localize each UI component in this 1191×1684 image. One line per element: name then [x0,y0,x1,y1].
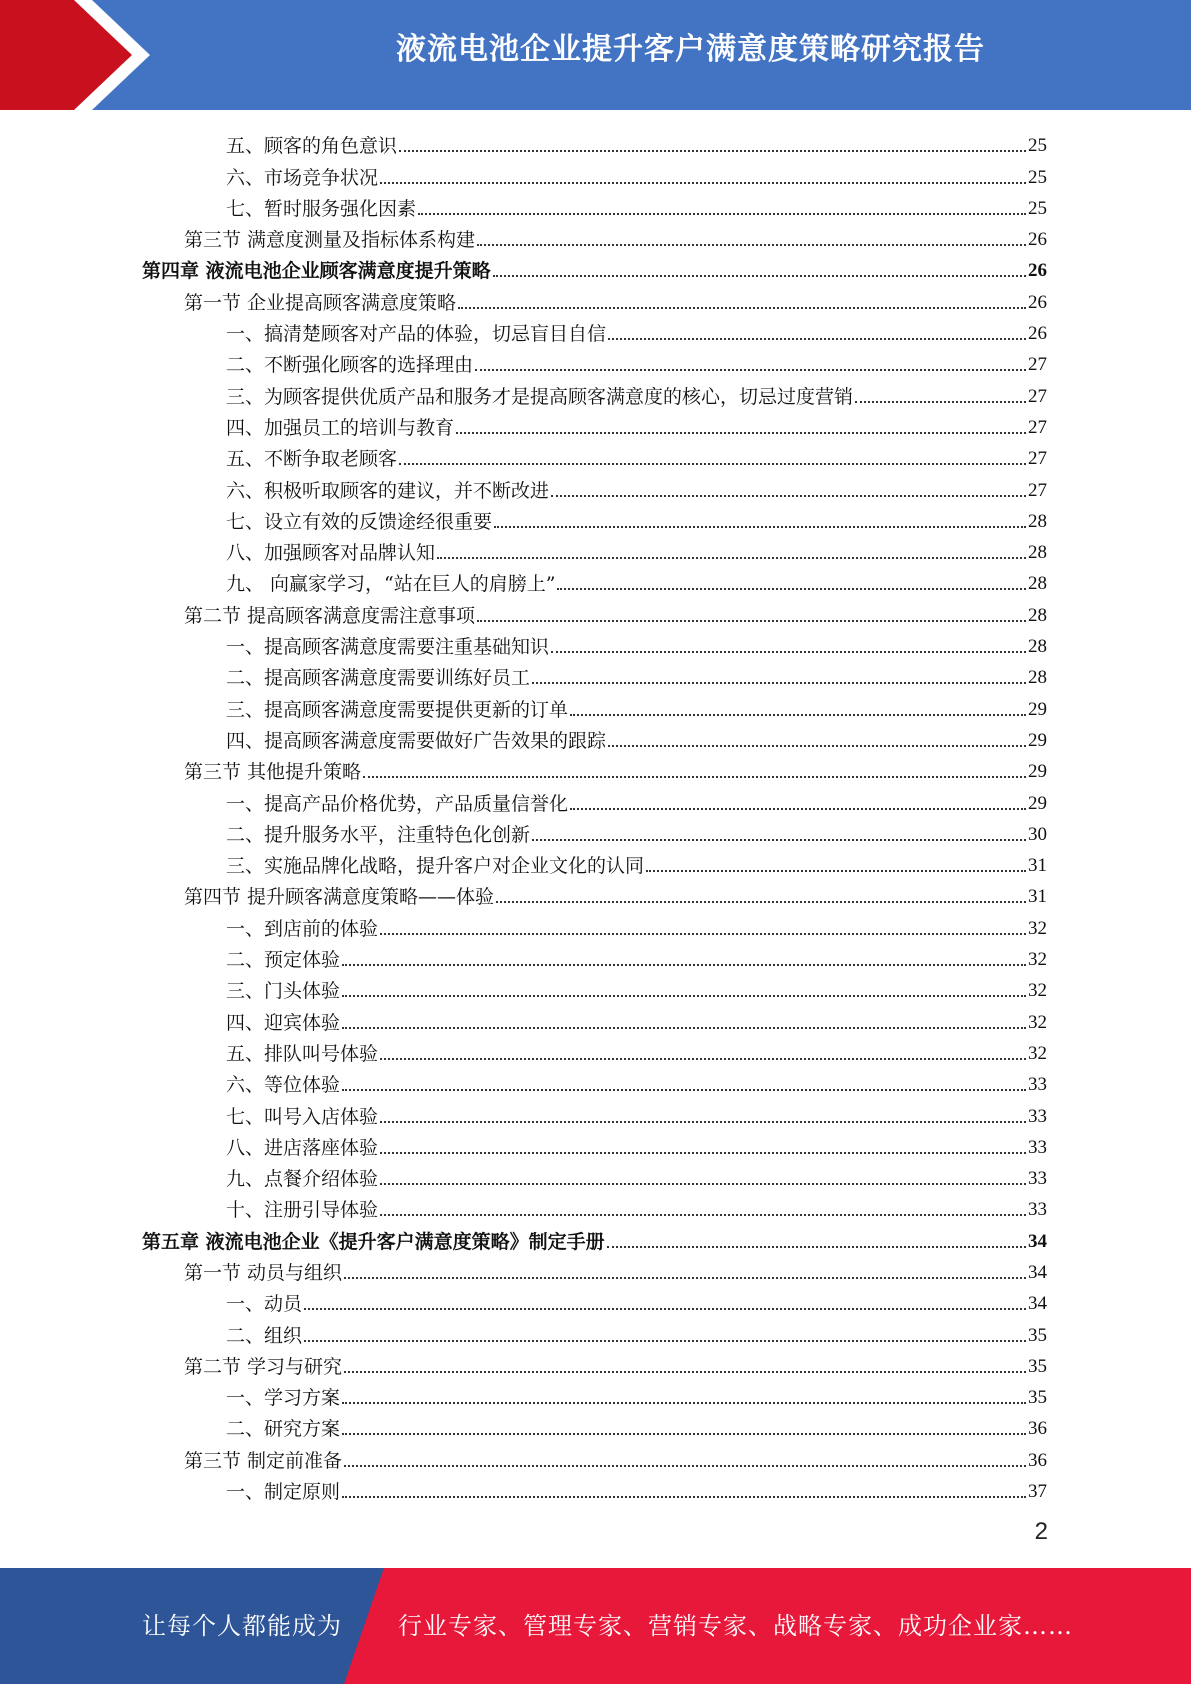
toc-entry-title: 第一节 企业提高顾客满意度策略 [184,291,457,314]
toc-entry-title: 七、暂时服务强化因素 [226,197,417,220]
toc-entry-page: 26 [1028,291,1047,313]
toc-entry-page: 32 [1028,1042,1047,1064]
toc-dot-leader [342,964,1026,966]
toc-dot-leader [399,150,1026,152]
toc-entry-page: 32 [1028,980,1047,1002]
toc-entry-page: 33 [1028,1168,1047,1190]
toc-entry-title: 第二节 学习与研究 [184,1355,343,1378]
toc-entry-title: 六、积极听取顾客的建议，并不断改进 [226,479,550,502]
toc-dot-leader [608,338,1026,340]
toc-dot-leader [363,776,1026,778]
toc-subsection-entry[interactable] [142,1065,1047,1096]
toc-entry-page: 34 [1028,1261,1047,1283]
toc-subsection-entry[interactable] [142,689,1047,720]
toc-dot-leader [437,557,1026,559]
toc-entry-title: 第二节 提高顾客满意度需注意事项 [184,604,476,627]
toc-entry-title: 二、组织 [226,1324,303,1347]
toc-entry-title: 二、不断强化顾客的选择理由 [226,354,474,377]
toc-entry-page: 28 [1028,604,1047,626]
toc-dot-leader [304,1340,1026,1342]
toc-dot-leader [551,651,1026,653]
toc-entry-title: 四、迎宾体验 [226,1011,341,1034]
toc-subsection-entry[interactable] [142,1159,1047,1190]
toc-section-entry[interactable] [142,595,1047,626]
toc-entry-title: 五、顾客的角色意识 [226,135,398,158]
toc-entry-title: 六、等位体验 [226,1074,341,1097]
toc-dot-leader [494,526,1026,528]
toc-entry-title: 一、搞清楚顾客对产品的体验，切忌盲目自信 [226,323,607,346]
toc-entry-page: 28 [1028,573,1047,595]
toc-dot-leader [493,275,1026,277]
toc-subsection-entry[interactable] [142,627,1047,658]
toc-dot-leader [855,401,1026,403]
toc-entry-page: 25 [1028,166,1047,188]
toc-entry-title: 第一节 动员与组织 [184,1261,343,1284]
toc-entry-title: 四、提高顾客满意度需要做好广告效果的跟踪 [226,729,607,752]
toc-dot-leader [570,714,1026,716]
toc-dot-leader [380,1183,1026,1185]
toc-entry-title: 二、预定体验 [226,949,341,972]
toc-entry-page: 27 [1028,354,1047,376]
toc-subsection-entry[interactable] [142,1315,1047,1346]
toc-entry-title: 三、提高顾客满意度需要提供更新的订单 [226,698,569,721]
toc-entry-page: 26 [1028,229,1047,251]
toc-dot-leader [399,463,1026,465]
toc-entry-page: 36 [1028,1418,1047,1440]
toc-entry-page: 25 [1028,197,1047,219]
toc-entry-title: 八、进店落座体验 [226,1136,379,1159]
toc-entry-title: 六、市场竞争状况 [226,166,379,189]
toc-dot-leader [418,213,1026,215]
toc-entry-page: 28 [1028,636,1047,658]
toc-entry-page: 32 [1028,1011,1047,1033]
toc-entry-title: 第五章 液流电池企业《提升客户满意度策略》制定手册 [142,1230,605,1253]
toc-entry-page: 30 [1028,823,1047,845]
footer-slogan-right: 行业专家、管理专家、营销专家、战略专家、成功企业家…… [398,1612,1073,1640]
toc-subsection-entry[interactable] [142,502,1047,533]
toc-section-entry[interactable] [142,220,1047,251]
toc-entry-page: 26 [1028,323,1047,345]
toc-subsection-entry[interactable] [142,564,1047,595]
toc-entry-page: 27 [1028,385,1047,407]
toc-dot-leader [570,808,1026,810]
toc-dot-leader [344,1371,1026,1373]
toc-entry-page: 27 [1028,448,1047,470]
toc-entry-page: 34 [1028,1293,1047,1315]
toc-entry-title: 二、提高顾客满意度需要训练好员工 [226,667,531,690]
toc-entry-title: 第四节 提升顾客满意度策略——体验 [184,886,495,909]
toc-entry-title: 八、加强顾客对品牌认知 [226,542,436,565]
toc-section-entry[interactable] [142,1253,1047,1284]
toc-dot-leader [344,1465,1026,1467]
toc-dot-leader [380,933,1026,935]
toc-subsection-entry[interactable] [142,1409,1047,1440]
toc-entry-page: 27 [1028,416,1047,438]
toc-subsection-entry[interactable] [142,1002,1047,1033]
toc-entry-title: 三、实施品牌化战略，提升客户对企业文化的认同 [226,855,645,878]
toc-subsection-entry[interactable] [142,1472,1047,1503]
toc-section-entry[interactable] [142,752,1047,783]
toc-entry-page: 34 [1028,1230,1047,1252]
toc-dot-leader [380,182,1026,184]
toc-dot-leader [458,307,1026,309]
toc-dot-leader [551,495,1026,497]
toc-subsection-entry[interactable] [142,1378,1047,1409]
toc-entry-title: 五、排队叫号体验 [226,1042,379,1065]
toc-entry-page: 32 [1028,949,1047,971]
toc-entry-title: 第三节 满意度测量及指标体系构建 [184,229,476,252]
toc-entry-page: 36 [1028,1449,1047,1471]
toc-dot-leader [557,588,1026,590]
toc-dot-leader [380,1058,1026,1060]
toc-entry-page: 31 [1028,855,1047,877]
toc-chapter-entry[interactable] [142,1221,1047,1252]
toc-subsection-entry[interactable] [142,846,1047,877]
toc-entry-title: 三、为顾客提供优质产品和服务才是提高顾客满意度的核心，切忌过度营销 [226,385,854,408]
toc-section-entry[interactable] [142,877,1047,908]
toc-entry-page: 35 [1028,1355,1047,1377]
toc-entry-page: 33 [1028,1199,1047,1221]
toc-dot-leader [477,244,1026,246]
toc-entry-page: 29 [1028,761,1047,783]
toc-section-entry[interactable] [142,1347,1047,1378]
toc-subsection-entry[interactable] [142,815,1047,846]
toc-entry-page: 37 [1028,1481,1047,1503]
toc-dot-leader [342,1089,1026,1091]
toc-dot-leader [342,1433,1026,1435]
toc-entry-page: 28 [1028,542,1047,564]
toc-entry-title: 第三节 其他提升策略 [184,761,362,784]
toc-dot-leader [532,682,1026,684]
toc-dot-leader [342,1402,1026,1404]
toc-entry-page: 28 [1028,510,1047,532]
toc-subsection-entry[interactable] [142,1034,1047,1065]
toc-entry-title: 二、提升服务水平，注重特色化创新 [226,823,531,846]
toc-subsection-entry[interactable] [142,783,1047,814]
toc-entry-page: 35 [1028,1324,1047,1346]
toc-entry-title: 第四章 液流电池企业顾客满意度提升策略 [142,260,491,283]
toc-entry-title: 七、叫号入店体验 [226,1105,379,1128]
toc-dot-leader [380,1121,1026,1123]
toc-entry-title: 四、加强员工的培训与教育 [226,416,455,439]
toc-entry-page: 32 [1028,917,1047,939]
toc-subsection-entry[interactable] [142,345,1047,376]
toc-entry-title: 十、注册引导体验 [226,1199,379,1222]
page-footer [0,1568,1191,1684]
toc-dot-leader [342,1027,1026,1029]
toc-dot-leader [496,901,1026,903]
toc-entry-page: 26 [1028,260,1047,282]
toc-entry-title: 一、提高顾客满意度需要注重基础知识 [226,636,550,659]
toc-entry-title: 一、学习方案 [226,1387,341,1410]
toc-subsection-entry[interactable] [142,314,1047,345]
toc-dot-leader [532,839,1026,841]
page-number: 2 [1034,1518,1048,1545]
toc-subsection-entry[interactable] [142,126,1047,157]
toc-subsection-entry[interactable] [142,376,1047,407]
toc-dot-leader [477,620,1026,622]
toc-subsection-entry[interactable] [142,1128,1047,1159]
toc-subsection-entry[interactable] [142,721,1047,752]
toc-chapter-entry[interactable] [142,251,1047,282]
toc-dot-leader [475,369,1026,371]
report-title: 液流电池企业提升客户满意度策略研究报告 [396,32,985,67]
toc-entry-page: 27 [1028,479,1047,501]
toc-entry-title: 一、到店前的体验 [226,917,379,940]
toc-entry-title: 一、提高产品价格优势，产品质量信誉化 [226,792,569,815]
toc-dot-leader [304,1308,1026,1310]
toc-entry-title: 第三节 制定前准备 [184,1449,343,1472]
toc-subsection-entry[interactable] [142,1284,1047,1315]
toc-entry-page: 28 [1028,667,1047,689]
toc-subsection-entry[interactable] [142,658,1047,689]
toc-subsection-entry[interactable] [142,1096,1047,1127]
toc-entry-title: 九、点餐介绍体验 [226,1168,379,1191]
toc-entry-page: 33 [1028,1136,1047,1158]
toc-dot-leader [344,1277,1026,1279]
toc-entry-title: 一、动员 [226,1293,303,1316]
toc-dot-leader [646,870,1026,872]
toc-subsection-entry[interactable] [142,470,1047,501]
toc-entry-title: 五、不断争取老顾客 [226,448,398,471]
toc-entry-page: 29 [1028,729,1047,751]
footer-slogan-left: 让每个人都能成为 [142,1612,342,1640]
toc-entry-title: 三、门头体验 [226,980,341,1003]
toc-dot-leader [342,1496,1026,1498]
toc-entry-page: 33 [1028,1105,1047,1127]
toc-subsection-entry[interactable] [142,971,1047,1002]
toc-entry-page: 31 [1028,886,1047,908]
toc-subsection-entry[interactable] [142,908,1047,939]
toc-section-entry[interactable] [142,1440,1047,1471]
toc-entry-title: 一、制定原则 [226,1481,341,1504]
toc-subsection-entry[interactable] [142,157,1047,188]
toc-entry-page: 29 [1028,698,1047,720]
toc-dot-leader [607,1246,1026,1248]
toc-dot-leader [608,745,1026,747]
toc-entry-title: 二、研究方案 [226,1418,341,1441]
toc-subsection-entry[interactable] [142,940,1047,971]
toc-dot-leader [456,432,1026,434]
toc-entry-page: 33 [1028,1074,1047,1096]
toc-dot-leader [380,1152,1026,1154]
toc-section-entry[interactable] [142,282,1047,313]
toc-subsection-entry[interactable] [142,533,1047,564]
page-header [0,0,1191,110]
toc-subsection-entry[interactable] [142,1190,1047,1221]
toc-dot-leader [380,1214,1026,1216]
toc-subsection-entry[interactable] [142,408,1047,439]
toc-subsection-entry[interactable] [142,439,1047,470]
toc-entry-page: 25 [1028,135,1047,157]
toc-entry-page: 29 [1028,792,1047,814]
table-of-contents [142,126,1047,1503]
toc-entry-page: 35 [1028,1387,1047,1409]
toc-entry-title: 九、 向赢家学习，“站在巨人的肩膀上” [226,573,556,596]
toc-entry-title: 七、设立有效的反馈途经很重要 [226,510,493,533]
toc-subsection-entry[interactable] [142,189,1047,220]
toc-dot-leader [342,995,1026,997]
